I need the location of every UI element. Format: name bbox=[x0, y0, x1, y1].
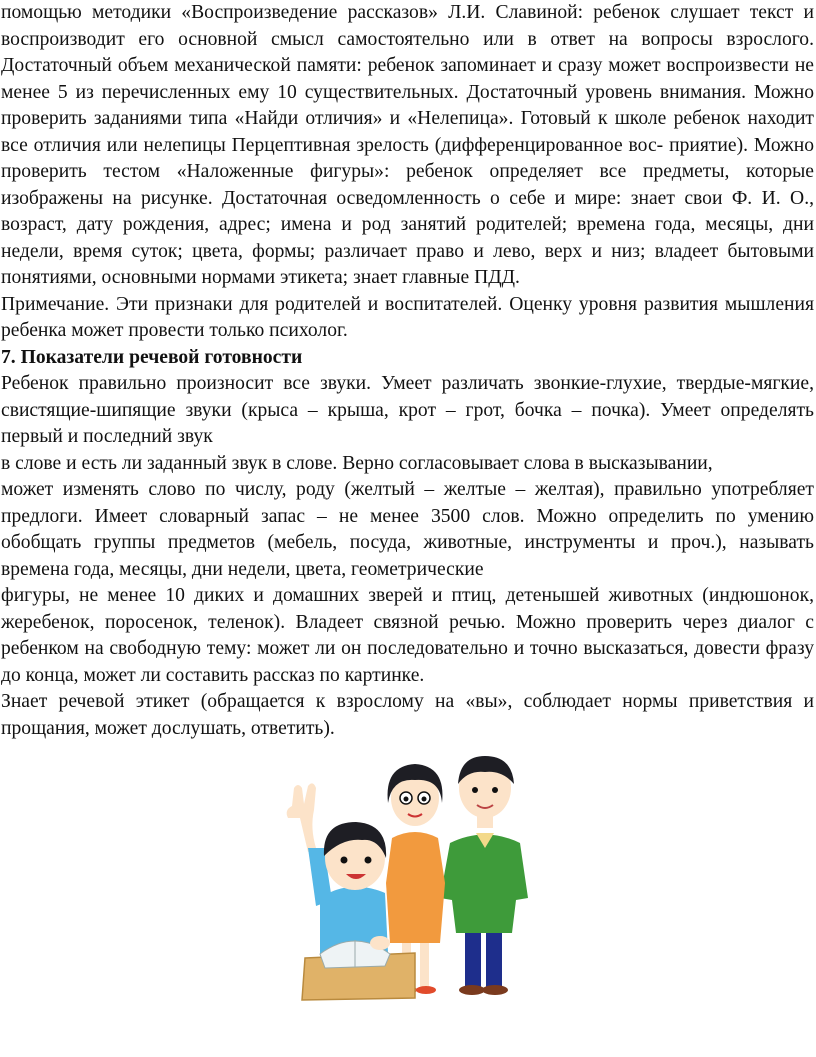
paragraph-agreement: в слове и есть ли заданный звук в слове. Верно согласовывает слова в высказывании, bbox=[1, 452, 713, 474]
child-figure bbox=[287, 783, 390, 968]
paragraph-vocabulary: может изменять слово по числу, роду (желтый – желтые – желтая), правильно употребляет предлоги. Имеет словарный запас – не менее 3500 слов. Можно определить по умению обобщать группы предметов (мебель, посуда, животные, инструменты и проч.), называть времена года, месяцы, дни недели, цвета, геометрические bbox=[1, 479, 814, 580]
paragraph-speech-etiquette: Знает речевой этикет (обращается к взрослому на «вы», соблюдает нормы приветствия и прощания, может дослушать, ответить). bbox=[1, 691, 814, 739]
paragraph-sounds: Ребенок правильно произносит все звуки. Умеет различать звонкие-глухие, твердые-мягкие, свистящие-шипящие звуки (крыса – крыша, крот – грот, бочка – почка). Умеет определять первый и последний звук bbox=[1, 373, 814, 447]
paragraph-memory-attention: помощью методики «Воспроизведение рассказов» Л.И. Славиной: ребенок слушает текст и воспроизводит его основной смысл самостоятельно или в ответ на вопросы взрослого. Достаточный объем механической памяти: ребенок запоминает и сразу может воспроизвести не менее 5 из перечисленных ему 10 существительных. Достаточный уровень внимания. Можно проверить заданиями типа «Найди отличия» и «Нелепица». Готовый к школе ребенок находит все отличия или нелепицы Перцептивная зрелость (дифференцированное вос- приятие). Можно проверить тестом «Наложенные фигуры»: ребенок определяет все предметы, которые изображены на рисунке. Достаточная осведомленность о себе и мире: знает свои Ф. И. О., возраст, дату рождения, адрес; имена и род занятий родителей; времена года, месяцы, дни недели, время суток; цвета, формы; различает право и лево, верх и низ; владеет бытовыми понятиями, основными нормами этикета; знает главные ПДД. bbox=[1, 2, 814, 288]
paragraph-note: Примечание. Эти признаки для родителей и воспитателей. Оценку уровня развития мышления ребенка может провести только психолог. bbox=[1, 293, 814, 341]
family-illustration bbox=[280, 748, 540, 1008]
section-heading-speech-readiness: 7. Показатели речевой готовности bbox=[1, 346, 303, 368]
paragraph-coherent-speech: фигуры, не менее 10 диких и домашних зверей и птиц, детенышей животных (индюшонок, жеребенок, поросенок, теленок). Владеет связной речью. Можно проверить через диалог с ребенком на свободную тему: может ли он последовательно и точно высказаться, довести фразу до конца, может ли составить рассказ по картинке. bbox=[1, 585, 814, 686]
father-figure bbox=[440, 756, 528, 995]
family-clipart-image bbox=[280, 748, 540, 1008]
